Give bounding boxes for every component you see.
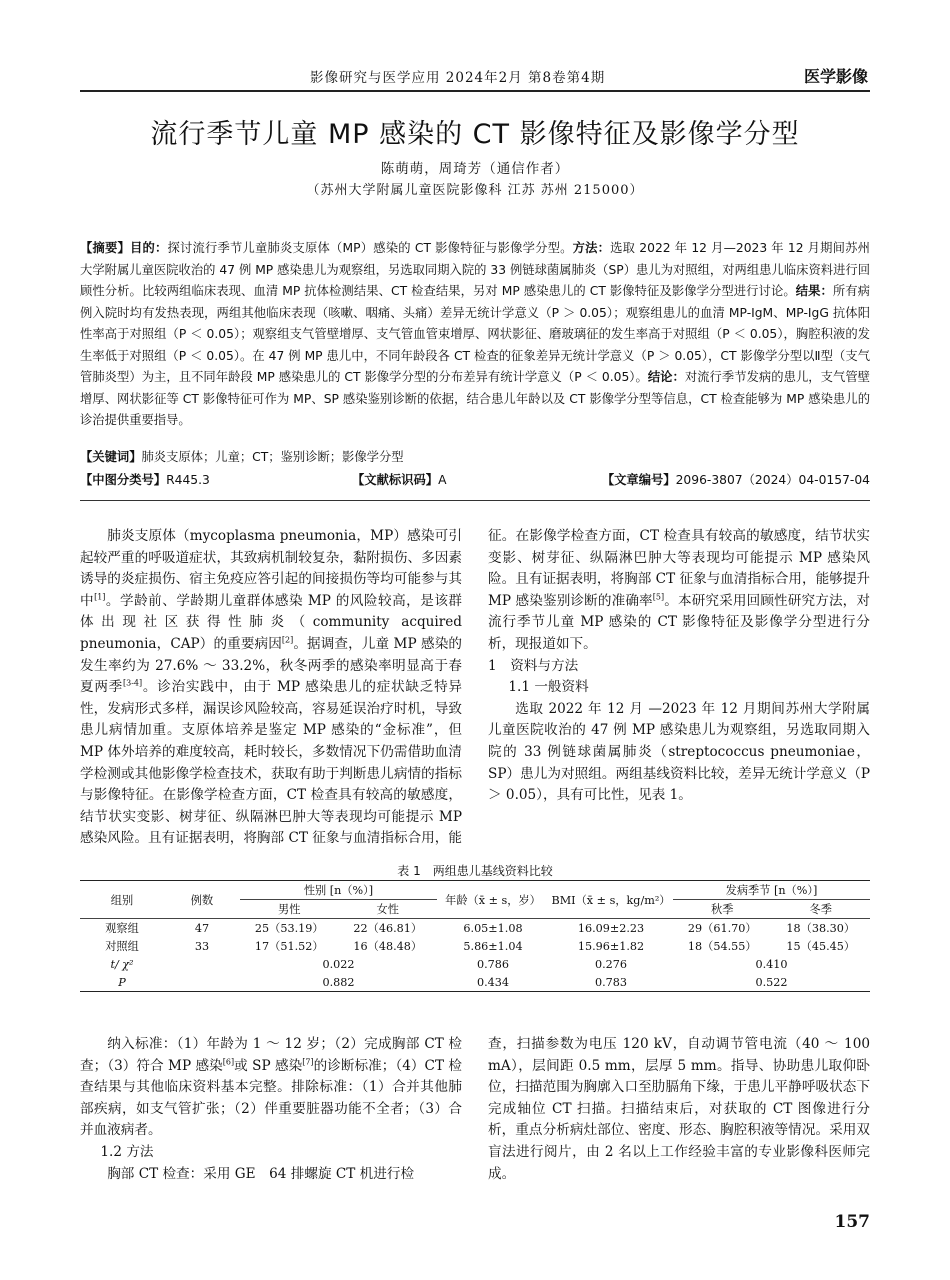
- criteria-text-a: 纳入标准：（1）年龄为 1 ～ 12 岁；（2）完成胸部 CT 检查；（3）符合 MP 感染: [80, 1036, 462, 1074]
- cell-p-age: 0.434: [437, 973, 549, 992]
- heading-1-2: 1.2 方法: [100, 1143, 154, 1160]
- article-title: 流行季节儿童 MP 感染的 CT 影像特征及影像学分型: [150, 119, 800, 150]
- heading-1: 1 资料与方法: [488, 657, 579, 674]
- conclusion-label: 结论：: [647, 370, 685, 384]
- cell-female: 22（46.81）: [339, 919, 438, 938]
- baseline-table: [80, 880, 870, 992]
- cell-group: 观察组: [80, 919, 164, 938]
- conclusion-text: 对流行季节发病的患儿，支气管壁增厚、网状影征等 CT 影像特征可作为 MP、SP 感染鉴别诊断的依据，结合患儿年龄以及 CT 影像学分型等信息，CT 检查能够为 MP 感染患儿的诊治提供重要指导。: [80, 370, 870, 427]
- th-autumn: 秋季: [673, 900, 772, 919]
- cell-group: 对照组: [105, 940, 139, 953]
- cell-age: 6.05±1.08: [437, 919, 549, 938]
- cell-winter: 15（45.45）: [786, 940, 856, 953]
- results-label: 结果：: [795, 284, 833, 298]
- body-column-right-bottom: [488, 1034, 870, 1185]
- body-column-left-top: [80, 526, 462, 846]
- cell-empty: [164, 955, 240, 973]
- running-header: [80, 64, 870, 92]
- keywords: [80, 447, 870, 465]
- methods-text: 选取 2022 年 12 月—2023 年 12 月期间苏州大学附属儿童医院收治的 47 例 MP 感染患儿为观察组，另选取同期入院的 33 例链球菌属肺炎（SP）患儿为对照组，对两组患儿临床资料进行回顾性分析。比较两组临床表现、血清 MP 抗体检测结果、CT 检查结果，另对 MP 感染患儿的 CT 影像特征及影像学分型进行讨论。: [80, 241, 870, 298]
- cell-stat-age: 0.786: [476, 957, 510, 971]
- cell-female: 16（48.48）: [353, 940, 423, 953]
- th-sex: 性别 [n（%）]: [240, 881, 437, 900]
- doc-code-value: A: [438, 473, 447, 487]
- th-n: 例数: [164, 881, 240, 919]
- cell-winter: 18（38.30）: [772, 919, 871, 938]
- section-label: 医学影像: [803, 67, 868, 86]
- article-number-label: 【文章编号】: [601, 473, 676, 487]
- cell-bmi: 15.96±1.82: [577, 939, 645, 953]
- criteria-text-b: 或 SP 感染: [234, 1057, 303, 1074]
- th-bmi: BMI（x̄ ± s，kg/m²）: [549, 881, 673, 919]
- intro-paragraph: [80, 526, 462, 846]
- intro-text-c: 。据调查，儿童 MP 感染的发生率约为 27.6% ～ 33.2%，秋冬两季的感染率明显高于春夏两季: [80, 635, 462, 696]
- cell-autumn: 29（61.70）: [673, 919, 772, 938]
- cell-age: 5.86±1.04: [463, 939, 523, 953]
- abstract-label: 【摘要】: [80, 241, 131, 255]
- classification-row: [80, 470, 870, 490]
- th-age: 年龄（x̄ ± s，岁）: [437, 881, 549, 919]
- clc-value: R445.3: [166, 473, 210, 487]
- doc-code-label: 【文献标识码】: [352, 473, 439, 487]
- body-column-right: [488, 526, 870, 807]
- methods-label: 方法：: [572, 241, 611, 255]
- intro-text-a: 肺炎支原体（mycoplasma pneumonia，MP）感染可引起较严重的呼吸道症状，其致病机制较复杂，黏附损伤、多因素诱导的炎症损伤、宿主免疫应答引起的间接损伤等均可能参与其中: [80, 528, 462, 609]
- table-row-p: [80, 973, 870, 992]
- ct-method-paragraph: 查，扫描参数为电压 120 kV，自动调节管电流（40 ～ 100 mA），层间距 0.5 mm，层厚 5 mm。指导、协助患儿取仰卧位，扫描范围为胸廓入口至肋膈角下缘，于患儿平静呼吸状态下完成轴位 CT 扫描。扫描结束后，对获取的 CT 图像进行分析，重点分析病灶部位、密度、形态、胸腔积液等情况。采用双盲法进行阅片，由 2 名以上工作经验丰富的专业影像科医师完成。: [488, 1036, 870, 1182]
- cell-stat-label: t/ χ²: [110, 957, 134, 971]
- cell-bmi: 16.09±2.23: [549, 919, 673, 938]
- body-column-left-bottom: [80, 1034, 462, 1186]
- intro-text-b: 。学龄前、学龄期儿童群体感染 MP 的风险较高，是该群体出现社区获得性肺炎（community acquired pneumonia，CAP）的重要病因: [80, 592, 462, 652]
- ref-5b: [5]: [652, 592, 665, 602]
- keywords-label: 【关键词】: [80, 450, 142, 464]
- th-season: 发病季节 [n（%）]: [673, 881, 870, 900]
- results-text: 所有病例入院时均有发热表现，两组其他临床表现（咳嗽、咽痛、头痛）差异无统计学意义（P ＞ 0.05）；观察组患儿的血清 MP-IgM、MP-IgG 抗体阳性率高于对照组（P ＜ 0.05）；观察组支气管壁增厚、支气管血管束增厚、网状影征、磨玻璃征的发生率高于对照组（P ＜ 0.05），胸腔积液的发生率低于对照组（P ＜ 0.05）。在 47 例 MP 患儿中，不同年龄段各 CT 检查的征象差异无统计学意义（P ＞ 0.05），CT 影像学分型以Ⅱ型（支气管肺炎型）为主，且不同年龄段 MP 感染患儿的 CT 影像学分型的分布差异有统计学意义（P ＜ 0.05）。: [80, 284, 870, 384]
- cell-male: 17（51.52）: [254, 940, 324, 953]
- doc-code-item: [352, 470, 447, 488]
- affiliation: （苏州大学附属儿童医院影像科 江苏 苏州 215000）: [306, 183, 644, 198]
- ref-2: [2]: [281, 635, 294, 645]
- table-row-stat: [80, 955, 870, 973]
- intro-end: 征。在影像学检查方面，CT 检查具有较高的敏感度，结节状实变影、树芽征、纵隔淋巴肿大等表现均可能提示 MP 感染风险。且有证据表明，将胸部 CT 征象与血清指标合用，能够提升 MP 感染鉴别诊断的准确率[5]。本研究采用回顾性研究方法，对流行季节儿童 MP 感染的 CT 影像特征及影像学分型进行分析，现报道如下。: [488, 528, 871, 652]
- objective-label: 目的：: [130, 241, 168, 255]
- cell-empty: [164, 973, 240, 992]
- cell-stat-sex: 0.022: [322, 957, 355, 971]
- th-winter: 冬季: [772, 900, 871, 919]
- cell-stat-bmi: 0.276: [594, 957, 628, 971]
- abstract: [80, 238, 870, 432]
- table-row: [80, 919, 870, 938]
- table-caption: 表 1 两组患儿基线资料比较: [397, 864, 553, 878]
- th-group: 组别: [80, 881, 164, 919]
- cell-p-bmi: 0.783: [549, 973, 673, 992]
- cell-p-sex: 0.882: [240, 973, 437, 992]
- general-data-paragraph: 选取 2022 年 12 月 —2023 年 12 月期间苏州大学附属儿童医院收治的 47 例 MP 感染患儿为观察组，另选取同期入院的 33 例链球菌属肺炎（streptococcus pneumoniae，SP）患儿为对照组。两组基线资料比较，差异无统计学意义（P ＞ 0.05），具有可比性，见表 1。: [488, 700, 870, 804]
- cell-n: 47: [164, 919, 240, 938]
- ref-7: [7]: [302, 1057, 314, 1067]
- criteria-text-c: 的诊断标准；（4）CT 检查结果与其他临床资料基本完整。排除标准：（1）合并其他肺部疾病，如支气管扩张；（2）伴重要脏器功能不全者；（3）合并血液病者。: [80, 1057, 462, 1139]
- journal-info: 影像研究与医学应用 2024年2月 第8卷第4期: [310, 70, 606, 86]
- ct-method-paragraph-start: 胸部 CT 检查：采用 GE 64 排螺旋 CT 机进行检: [107, 1165, 415, 1182]
- ref-6: [6]: [222, 1057, 235, 1067]
- cell-p-label: P: [80, 973, 164, 992]
- article-number-value: 2096-3807（2024）04-0157-04: [675, 473, 870, 487]
- cell-male: 25（53.19）: [240, 919, 339, 938]
- cell-stat-season: 0.410: [755, 957, 788, 971]
- table-row: [80, 937, 870, 955]
- article-number-item: [602, 470, 870, 488]
- authors: 陈萌萌，周琦芳（通信作者）: [380, 161, 570, 177]
- clc-label: 【中图分类号】: [80, 473, 167, 487]
- divider: [80, 500, 870, 501]
- cell-autumn: 18（54.55）: [687, 940, 757, 953]
- heading-1-1: 1.1 一般资料: [508, 679, 589, 696]
- ref-3-4: [3-4]: [123, 678, 143, 688]
- objective-text: 探讨流行季节儿童肺炎支原体（MP）感染的 CT 影像特征与影像学分型。: [167, 241, 573, 255]
- criteria-paragraph: [80, 1034, 462, 1142]
- cell-p-season: 0.522: [673, 973, 870, 992]
- th-female: 女性: [339, 900, 438, 919]
- clc-item: [80, 470, 210, 488]
- intro-text-d: 。诊治实践中，由于 MP 感染患儿的症状缺乏特异性，发病形式多样，漏误诊风险较高，容易延误治疗时机，导致患儿病情加重。支原体培养是鉴定 MP 感染的“金标准”，但 MP 体外培养的难度较高，耗时较长，多数情况下仍需借助血清学检测或其他影像学检查技术，获取有助于判断患儿病情的指标与影像特征。在影像学检查方面，CT 检查具有较高的敏感度，结节状实变影、树芽征、纵隔淋巴肿大等表现均可能提示 MP 感染风险。且有证据表明，将胸部 CT 征象与血清指标合用，能: [80, 679, 462, 846]
- ref-1: [1]: [94, 592, 106, 602]
- keywords-text: 肺炎支原体；儿童；CT；鉴别诊断；影像学分型: [141, 450, 404, 464]
- cell-n: 33: [194, 939, 210, 953]
- th-male: 男性: [240, 900, 339, 919]
- page-number: 157: [834, 1212, 870, 1232]
